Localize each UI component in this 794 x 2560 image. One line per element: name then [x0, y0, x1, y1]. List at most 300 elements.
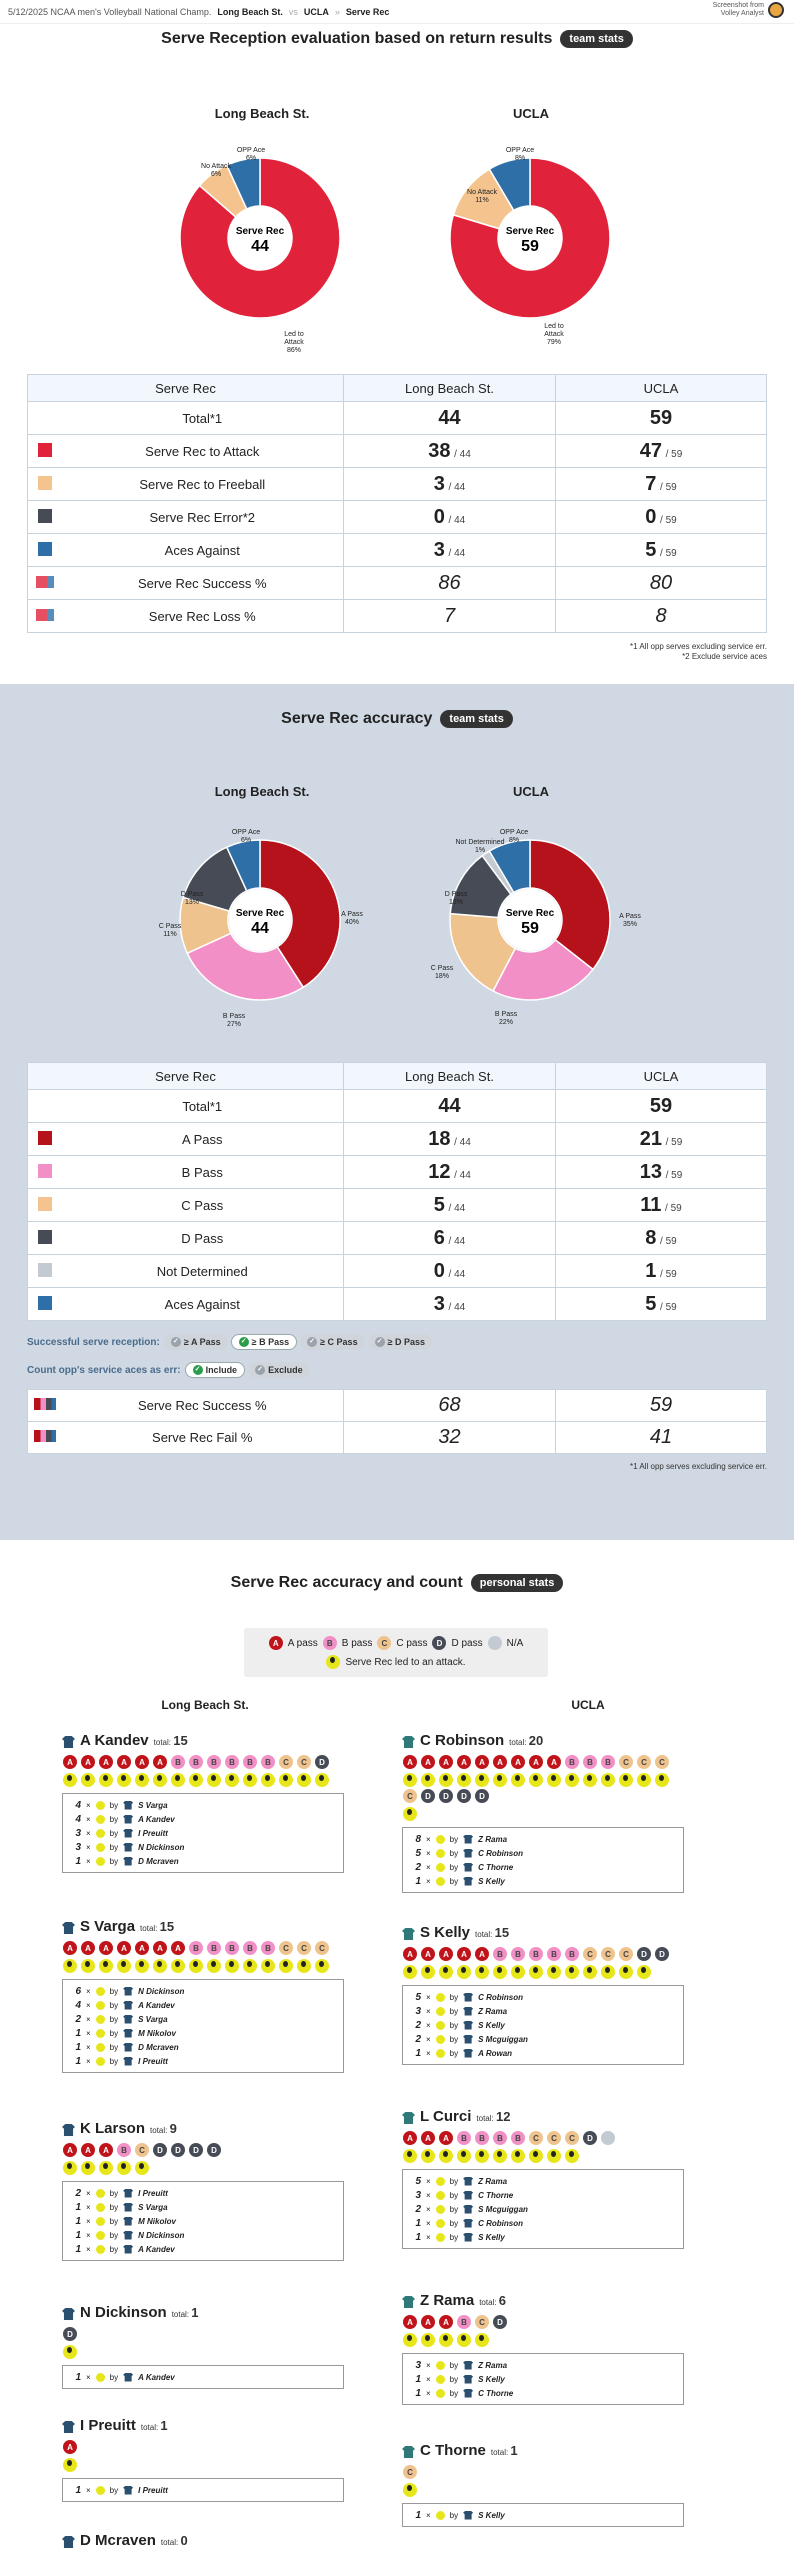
by-word: by [109, 1828, 119, 1838]
attack-distribution [402, 2503, 684, 2527]
row-value-team-b [556, 1288, 767, 1321]
player-card [62, 2417, 344, 2502]
value: 59 [649, 1394, 673, 1416]
pass-dot-b: B [529, 1947, 543, 1961]
distribution-row [411, 1874, 675, 1888]
jersey-icon [123, 2203, 133, 2212]
value: 41 [649, 1426, 673, 1448]
attack-count: 1 [415, 2373, 421, 2385]
pass-dot-c: C [279, 1755, 293, 1769]
pass-dot-a: A [135, 1755, 149, 1769]
player-name[interactable]: C Thorne [420, 2442, 486, 2459]
pass-dot-c: C [637, 1755, 651, 1769]
player-header [62, 2120, 344, 2140]
by-word: by [109, 2056, 119, 2066]
pass-cell [510, 1755, 526, 1787]
attack-bolt-icon [96, 1829, 105, 1838]
attack-bolt-icon [96, 2203, 105, 2212]
pass-cell [224, 1755, 240, 1787]
jersey-icon [123, 2231, 133, 2240]
distribution-row [71, 2483, 335, 2497]
pass-dot-b: B [511, 1947, 525, 1961]
pass-dot-d: D [63, 2327, 77, 2341]
jersey-icon [62, 2536, 75, 2548]
attack-bolt-icon [96, 1815, 105, 1824]
distribution-row [71, 2026, 335, 2040]
player-name[interactable]: S Varga [80, 1918, 136, 1935]
player-name[interactable]: K Larson [80, 2120, 146, 2137]
donut-label: Led to Attack 79% [544, 323, 564, 346]
attack-bolt-icon [225, 1773, 239, 1787]
rate-team-b [556, 1390, 767, 1422]
attacker-name: I Preuitt [138, 2188, 168, 2198]
value-of-total: / 59 [660, 1301, 677, 1313]
total-word: total: [479, 2298, 497, 2307]
jersey-icon [463, 2035, 473, 2044]
player-name[interactable]: N Dickinson [80, 2304, 167, 2321]
attack-bolt-icon [436, 2219, 445, 2228]
total-word: total: [475, 1930, 493, 1939]
attack-count: 2 [415, 2033, 421, 2045]
option-chip[interactable] [231, 1334, 297, 1350]
attack-count: 1 [75, 2484, 81, 2496]
attacker-name: I Preuitt [138, 1828, 168, 1838]
times-sign: × [426, 2510, 431, 2520]
by-word: by [109, 1856, 119, 1866]
row-value-team-a [344, 468, 556, 501]
player-header [62, 1732, 344, 1752]
table-row [28, 600, 767, 633]
pass-cell [528, 2131, 544, 2163]
pass-dot-c: C [655, 1755, 669, 1769]
times-sign: × [426, 2204, 431, 2214]
value: 80 [649, 571, 673, 594]
player-name[interactable]: C Robinson [420, 1732, 505, 1749]
pass-dot-d: D [207, 2143, 221, 2157]
attack-count: 2 [75, 2013, 81, 2025]
by-word: by [449, 2360, 459, 2370]
success-label: Successful serve reception: [27, 1336, 160, 1348]
jersey-icon [123, 1987, 133, 1996]
attack-count: 1 [75, 2371, 81, 2383]
pass-cell [170, 1755, 186, 1787]
pass-legend [244, 1628, 548, 1677]
jersey-icon [463, 1993, 473, 2002]
jersey-icon [123, 1857, 133, 1866]
attack-bolt-icon [153, 1773, 167, 1787]
attack-bolt-icon [96, 2057, 105, 2066]
distribution-row [411, 2174, 675, 2188]
times-sign: × [426, 1876, 431, 1886]
pass-dot-d: D [655, 1947, 669, 1961]
pass-cell [296, 1941, 312, 1973]
pass-dot-c: C [529, 2131, 543, 2145]
pass-cell [456, 2131, 472, 2163]
player-total [509, 1733, 543, 1748]
pass-dot-c: C [583, 1947, 597, 1961]
table-row [28, 1288, 767, 1321]
times-sign: × [426, 2048, 431, 2058]
total-word: total: [140, 1924, 158, 1933]
top-bar [0, 0, 794, 24]
option-chip[interactable] [300, 1334, 364, 1350]
jersey-icon [463, 2021, 473, 2030]
donut-label: OPP Ace 6% [231, 829, 261, 844]
pass-dot-n [601, 2131, 615, 2145]
pass-dots [402, 1755, 684, 1821]
player-name[interactable]: I Preuitt [80, 2417, 136, 2434]
pass-dot-a: A [63, 2440, 77, 2454]
attacker-name: N Dickinson [138, 2230, 185, 2240]
attacker-name: A Kandev [138, 1814, 175, 1824]
donut-label: OPP Ace 8% [505, 147, 535, 162]
pass-dot-a: A [171, 1941, 185, 1955]
by-word: by [449, 2048, 459, 2058]
total-value: 15 [173, 1733, 188, 1748]
distribution-row [411, 1990, 675, 2004]
row-value-team-b [556, 600, 767, 633]
attack-bolt-icon [436, 2191, 445, 2200]
color-swatch [38, 1164, 52, 1178]
attack-bolt-icon [403, 1773, 417, 1787]
legend-na: N/A [506, 1637, 524, 1649]
pass-cell [98, 1755, 114, 1787]
pass-cell [170, 1941, 186, 1973]
donut-label: Led to Attack 86% [284, 331, 304, 354]
distribution-row [71, 2012, 335, 2026]
check-icon: ✓ [193, 1365, 203, 1375]
pass-cell [260, 1755, 276, 1787]
pass-dot-a: A [439, 2131, 453, 2145]
pass-cell [438, 2315, 454, 2347]
distribution-row [411, 2508, 675, 2522]
distribution-row [411, 1832, 675, 1846]
jersey-icon [62, 2308, 75, 2320]
attack-bolt-icon [81, 1773, 95, 1787]
attack-distribution [62, 2181, 344, 2261]
attacker-name: S Varga [138, 2014, 168, 2024]
team-a-link[interactable]: Long Beach St. [217, 6, 283, 17]
pass-cell [296, 1755, 312, 1787]
pass-dot-a: A [135, 1941, 149, 1955]
row-value-team-a [344, 1123, 556, 1156]
times-sign: × [426, 2176, 431, 2186]
donut-label: No Attack 6% [201, 163, 231, 178]
pass-dots [402, 2131, 684, 2163]
attack-count: 1 [75, 2243, 81, 2255]
times-sign: × [426, 2374, 431, 2384]
attack-bolt-icon [436, 2205, 445, 2214]
value: 1 [645, 1259, 657, 1282]
value-of-total: / 44 [448, 547, 466, 559]
row-label: D Pass [62, 1222, 344, 1255]
pass-dots [62, 2440, 344, 2472]
donut-label: OPP Ace 8% [499, 829, 529, 844]
attack-bolt-icon [436, 2233, 445, 2242]
distribution-row [71, 2228, 335, 2242]
times-sign: × [86, 2056, 91, 2066]
attack-distribution [402, 2169, 684, 2249]
pass-cell [528, 1947, 544, 1979]
pass-cell [474, 2315, 490, 2347]
pass-dot-a: A [421, 1755, 435, 1769]
pass-dot-a: A [439, 1947, 453, 1961]
pass-dot-d: D [153, 2143, 167, 2157]
color-swatch [38, 1296, 52, 1310]
donut-label: OPP Ace 6% [236, 147, 266, 162]
row-label: Aces Against [62, 534, 344, 567]
player-header [62, 2304, 344, 2324]
value-of-total: / 59 [660, 481, 677, 493]
team-stats-pill: team stats [560, 30, 632, 48]
column-team-a: Long Beach St. [161, 1698, 249, 1712]
player-name[interactable]: Z Rama [420, 2292, 475, 2309]
brand-name: Volley Analyst [720, 10, 764, 17]
attacker-name: M Nikolov [138, 2216, 176, 2226]
jersey-icon [402, 2112, 415, 2124]
player-total [154, 1733, 188, 1748]
attack-bolt-icon [96, 1843, 105, 1852]
jersey-icon [123, 1815, 133, 1824]
player-name[interactable]: A Kandev [80, 1732, 149, 1749]
donut-center-label: Serve Rec [505, 908, 555, 919]
donut-center-value: 44 [251, 920, 269, 937]
pass-dot-b: B [207, 1755, 221, 1769]
jersey-icon [463, 1835, 473, 1844]
value-of-total: / 44 [448, 1202, 466, 1214]
pass-cell [242, 1941, 258, 1973]
player-name[interactable]: D Mcraven [80, 2532, 156, 2549]
section-1-title-text: Serve Reception evaluation based on return results [161, 30, 553, 47]
chip-label: ≥ D Pass [387, 1337, 426, 1347]
by-word: by [109, 2216, 119, 2226]
attacker-name: N Dickinson [138, 1842, 185, 1852]
legend-d: D pass [451, 1637, 483, 1649]
row-swatch [28, 600, 62, 633]
attack-bolt-icon [171, 1773, 185, 1787]
jersey-icon [123, 2217, 133, 2226]
pass-dot-d: D [189, 2143, 203, 2157]
row-swatch [28, 402, 62, 435]
header-team-b: UCLA [556, 375, 767, 402]
distribution-row [411, 2358, 675, 2372]
by-word: by [449, 2006, 459, 2016]
by-word: by [109, 1986, 119, 1996]
player-header [402, 2442, 684, 2462]
vs-label: vs [288, 6, 298, 17]
pass-cell [528, 1755, 544, 1787]
attacker-name: D Mcraven [138, 1856, 179, 1866]
jersey-icon [123, 2015, 133, 2024]
pass-cell [152, 1755, 168, 1787]
value-of-total: / 59 [660, 547, 677, 559]
pass-cell [618, 1755, 634, 1787]
pass-cell [80, 2143, 96, 2175]
table-header [28, 1063, 767, 1090]
attack-bolt-icon [63, 2345, 77, 2359]
pass-dot-b: B [547, 1947, 561, 1961]
attacker-name: A Rowan [478, 2048, 513, 2058]
jersey-icon [463, 1849, 473, 1858]
jersey-icon [463, 2205, 473, 2214]
attack-count: 3 [415, 2359, 421, 2371]
row-swatch [28, 1123, 62, 1156]
attack-bolt-icon [63, 2161, 77, 2175]
distribution-row [411, 2386, 675, 2400]
pass-dot-d: D [421, 1789, 435, 1803]
times-sign: × [86, 2485, 91, 2495]
pass-cell [80, 1941, 96, 1973]
pass-cell [600, 1947, 616, 1979]
attacker-name: C Robinson [478, 1992, 524, 2002]
attack-bolt-icon [529, 1773, 543, 1787]
attack-bolt-icon [117, 1959, 131, 1973]
attack-bolt-icon [117, 2161, 131, 2175]
times-sign: × [426, 2190, 431, 2200]
option-chip[interactable] [164, 1334, 228, 1350]
attack-bolt-icon [171, 1959, 185, 1973]
pass-cell [402, 1789, 418, 1821]
pass-cell [510, 2131, 526, 2163]
pass-cell [654, 1755, 670, 1787]
breadcrumb-current: Serve Rec [345, 6, 390, 17]
attack-bolt-icon [655, 1773, 669, 1787]
value: 3 [433, 472, 445, 495]
option-chip[interactable] [248, 1362, 310, 1378]
jersey-icon [123, 2057, 133, 2066]
attack-bolt-icon [279, 1773, 293, 1787]
pass-cell [420, 1755, 436, 1787]
player-name[interactable]: L Curci [420, 2108, 472, 2125]
player-name[interactable]: S Kelly [420, 1924, 471, 1941]
total-value: 0 [180, 2533, 188, 2548]
pass-cell [62, 1755, 78, 1787]
pass-dot-a: A [153, 1755, 167, 1769]
total-word: total: [150, 2126, 168, 2135]
value: 68 [438, 1394, 461, 1416]
pass-cell [98, 1941, 114, 1973]
pass-dot-b: B [475, 2131, 489, 2145]
times-sign: × [426, 1992, 431, 2002]
row-label: Serve Rec Success % [62, 567, 344, 600]
player-card [62, 1732, 344, 1873]
pass-cell [600, 2131, 616, 2163]
check-icon: ✓ [307, 1337, 317, 1347]
pass-cell [188, 2143, 204, 2175]
pass-dot-c: C [619, 1947, 633, 1961]
color-swatch [38, 1263, 52, 1277]
table-row [28, 1156, 767, 1189]
check-icon: ✓ [255, 1365, 265, 1375]
row-value-team-a [344, 501, 556, 534]
attack-bolt-icon [96, 2189, 105, 2198]
distribution-row [411, 2004, 675, 2018]
attack-bolt-icon [297, 1959, 311, 1973]
rate-team-a [344, 1422, 556, 1454]
check-icon: ✓ [239, 1337, 249, 1347]
pass-dot-d: D [475, 1789, 489, 1803]
player-header [402, 2108, 684, 2128]
attacker-name: A Kandev [138, 2372, 175, 2382]
team-b-link[interactable]: UCLA [303, 6, 329, 17]
option-chip[interactable] [368, 1334, 432, 1350]
pass-dot-a: A [421, 2131, 435, 2145]
color-swatch [38, 476, 52, 490]
pass-dot-a: A [403, 2315, 417, 2329]
total-value: 15 [159, 1919, 175, 1934]
total-value: 1 [510, 2443, 518, 2458]
color-swatch [38, 443, 52, 457]
by-word: by [449, 1992, 459, 2002]
row-swatch [28, 1156, 62, 1189]
attack-count: 1 [75, 2215, 81, 2227]
attack-distribution [402, 2353, 684, 2405]
legend-b: B pass [341, 1637, 373, 1649]
pass-dot-a: A [475, 1755, 489, 1769]
serve-rec-table [27, 374, 767, 633]
player-card [402, 1732, 684, 1893]
value: 13 [639, 1160, 662, 1183]
distribution-row [71, 1826, 335, 1840]
pass-cell [438, 1947, 454, 1979]
distribution-row [71, 2370, 335, 2384]
attack-bolt-icon [225, 1959, 239, 1973]
player-card [62, 2304, 344, 2389]
pass-cell [636, 1755, 652, 1787]
header-team-b: UCLA [556, 1063, 767, 1090]
attack-count: 2 [415, 2203, 421, 2215]
attack-bolt-icon [547, 2149, 561, 2163]
row-label: C Pass [62, 1189, 344, 1222]
table-row [28, 435, 767, 468]
a-pass-dot: A [269, 1636, 283, 1650]
pass-dots [402, 1947, 684, 1979]
jersey-icon [463, 2177, 473, 2186]
pass-dot-d: D [637, 1947, 651, 1961]
total-word: total: [476, 2114, 494, 2123]
attack-bolt-icon [436, 2511, 445, 2520]
donut-label: B Pass 22% [494, 1011, 518, 1026]
pass-dot-a: A [403, 1947, 417, 1961]
pass-dot-a: A [403, 2131, 417, 2145]
attacker-name: Z Rama [478, 2176, 508, 2186]
attack-bolt-icon [63, 1773, 77, 1787]
chip-label: ≥ A Pass [183, 1337, 221, 1347]
pass-cell [492, 1755, 508, 1787]
row-value-team-a [344, 435, 556, 468]
donut-label: C Pass 18% [430, 965, 454, 980]
distribution-row [71, 2214, 335, 2228]
attack-bolt-icon [565, 2149, 579, 2163]
attack-bolt-icon [547, 1965, 561, 1979]
pass-cell [242, 1755, 258, 1787]
section-3-title-text: Serve Rec accuracy and count [230, 1574, 463, 1591]
player-total [476, 2109, 510, 2124]
header-serve-rec: Serve Rec [28, 1063, 344, 1090]
distribution-row [411, 1846, 675, 1860]
player-total [161, 2533, 188, 2548]
attack-bolt-icon [421, 2333, 435, 2347]
option-chip[interactable] [185, 1362, 246, 1378]
player-header [402, 2292, 684, 2312]
attack-bolt-icon [315, 1773, 329, 1787]
value: 0 [433, 1259, 445, 1282]
pass-dot-d: D [457, 1789, 471, 1803]
header-serve-rec: Serve Rec [28, 375, 344, 402]
pass-cell [80, 1755, 96, 1787]
attack-bolt-icon [96, 2231, 105, 2240]
pass-dot-a: A [63, 2143, 77, 2157]
